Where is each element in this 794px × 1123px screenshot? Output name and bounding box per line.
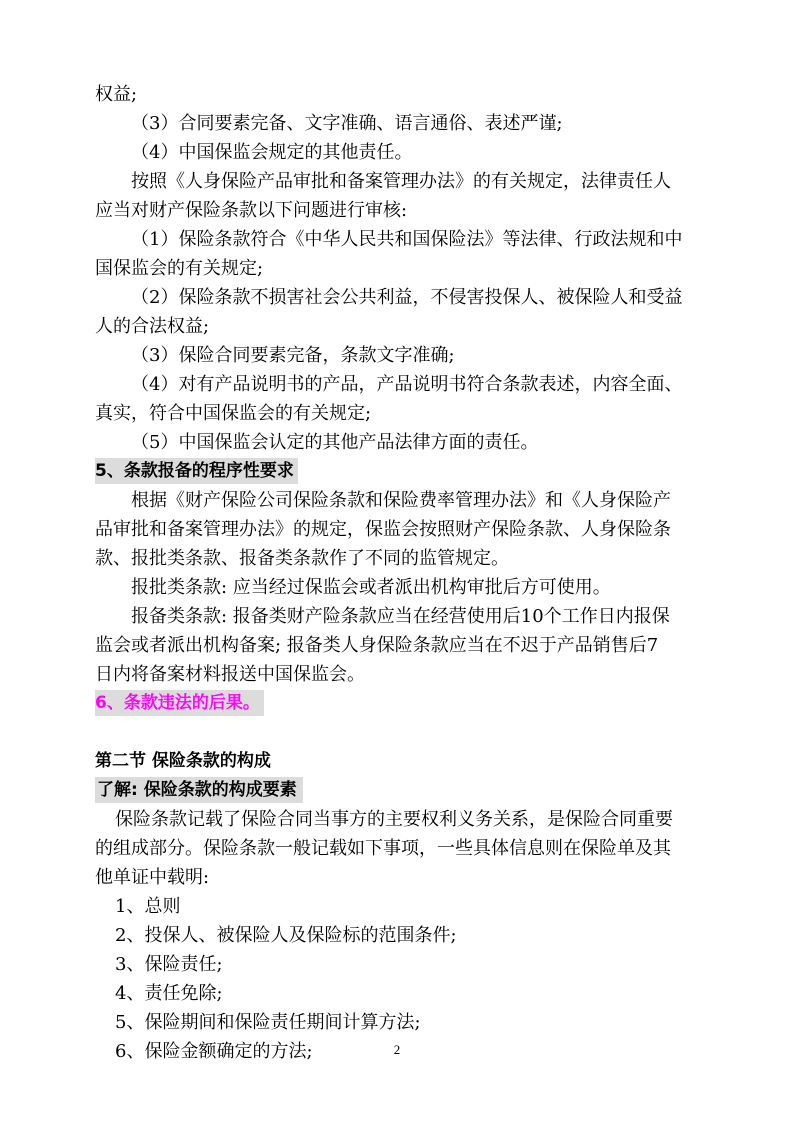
text-line: 品审批和备案管理办法》的规定，保监会按照财产保险条款、人身保险条 xyxy=(95,519,671,540)
text-line: （4）对有产品说明书的产品，产品说明书符合条款表述，内容全面、 xyxy=(131,374,683,395)
list-item: 6、保险金额确定的方法; xyxy=(115,1041,313,1062)
subheading-text: 了解: 保险条款的构成要素 xyxy=(95,777,303,803)
text-line: 国保监会的有关规定; xyxy=(95,258,264,279)
text-line: 监会或者派出机构备案; 报备类人身保险条款应当在不迟于产品销售后7 xyxy=(95,635,659,656)
section-title: 第二节 保险条款的构成 xyxy=(95,751,271,771)
text-line: 保险条款记载了保险合同当事方的主要权利义务关系，是保险合同重要 xyxy=(115,809,673,830)
list-item: 1、总则 xyxy=(115,896,181,917)
text-line: 根据《财产保险公司保险条款和保险费率管理办法》和《人身保险产 xyxy=(131,490,671,511)
heading-6 xyxy=(95,689,715,718)
heading-6-text: 6、条款违法的后果。 xyxy=(95,690,264,716)
heading-5-text: 5、条款报备的程序性要求 xyxy=(95,458,298,484)
text-line: （1）保险条款符合《中华人民共和国保险法》等法律、行政法规和中 xyxy=(131,229,683,250)
blank-line xyxy=(95,718,715,747)
text-line: （5）中国保监会认定的其他产品法律方面的责任。 xyxy=(131,432,539,453)
text-line: （3）合同要素完备、文字准确、语言通俗、表述严谨; xyxy=(131,113,563,134)
text-line: 按照《人身保险产品审批和备案管理办法》的有关规定，法律责任人 xyxy=(131,171,671,192)
text-line: 日内将备案材料报送中国保监会。 xyxy=(95,664,365,685)
list-item: 3、保险责任; xyxy=(115,954,223,975)
text-line: 的组成部分。保险条款一般记载如下事项，一些具体信息则在保险单及其 xyxy=(95,838,671,859)
text-line: 款、报批类条款、报备类条款作了不同的监管规定。 xyxy=(95,548,509,569)
text-line: 人的合法权益; xyxy=(95,316,210,337)
text-line: 报备类条款: 报备类财产险条款应当在经营使用后10个工作日内报保 xyxy=(131,606,670,627)
list-item: 4、责任免除; xyxy=(115,983,223,1004)
text-line: （4）中国保监会规定的其他责任。 xyxy=(131,142,413,163)
text-line: 应当对财产保险条款以下问题进行审核: xyxy=(95,200,408,221)
text-line: 报批类条款: 应当经过保监会或者派出机构审批后方可使用。 xyxy=(131,577,611,598)
list-item: 2、投保人、被保险人及保险标的范围条件; xyxy=(115,925,457,946)
list-item: 5、保险期间和保险责任期间计算方法; xyxy=(115,1012,421,1033)
text-line: 真实，符合中国保监会的有关规定; xyxy=(95,403,372,424)
text-line: （3）保险合同要素完备，条款文字准确; xyxy=(131,345,455,366)
text-line: 他单证中载明: xyxy=(95,867,210,888)
subheading xyxy=(95,776,715,805)
text-line: （2）保险条款不损害社会公共利益，不侵害投保人、被保险人和受益 xyxy=(131,287,683,308)
page-number: 2 xyxy=(393,1042,401,1057)
document-page xyxy=(95,80,715,1066)
heading-5 xyxy=(95,457,715,486)
text-line: 权益; xyxy=(95,84,138,105)
